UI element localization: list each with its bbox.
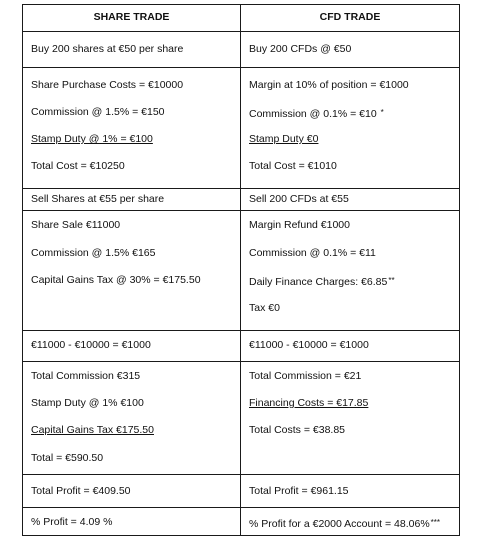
share-total-stamp-duty: Stamp Duty @ 1% €100: [31, 397, 144, 409]
share-percent-cell: [23, 508, 241, 535]
share-total-cgt: Capital Gains Tax €175.50: [31, 424, 154, 436]
cfd-costs-cell: [241, 68, 459, 188]
cfd-sale-cell: [241, 211, 459, 330]
buy-row: [23, 32, 459, 68]
share-sale-commission: Commission @ 1.5% €165: [31, 247, 156, 259]
profit-row: [23, 475, 459, 508]
cfd-margin-refund: Margin Refund €1000: [249, 219, 350, 231]
totals-row: [23, 362, 459, 475]
share-sell-text: Sell Shares at €55 per share: [31, 193, 165, 205]
percent-profit-row: [23, 508, 459, 535]
share-gross-cell: [23, 331, 241, 361]
cfd-stamp-duty: Stamp Duty €0: [249, 133, 319, 145]
cfd-sell-cell: [241, 189, 459, 210]
cfd-financing-costs: Financing Costs = €17.85: [249, 397, 369, 409]
cfd-percent-profit-text: % Profit for a €2000 Account = 48.06%: [249, 518, 430, 530]
share-trade-header: SHARE TRADE: [93, 11, 170, 23]
cfd-buy-text: Buy 200 CFDs @ €50: [249, 43, 352, 55]
cfd-finance-charges: [249, 274, 395, 289]
share-costs-cell: [23, 68, 241, 188]
cfd-trade-header: CFD TRADE: [319, 11, 381, 23]
cfd-total-cost: Total Cost = €1010: [249, 160, 337, 172]
cfd-percent-footnote-mark: ***: [430, 518, 441, 527]
cfd-gross: €11000 - €10000 = €1000: [249, 339, 369, 351]
share-capital-gains-tax: Capital Gains Tax @ 30% = €175.50: [31, 274, 201, 286]
sell-row: [23, 189, 459, 211]
cfd-commission-text: Commission @ 0.1% = €10: [249, 108, 377, 120]
cfd-gross-cell: [241, 331, 459, 361]
sale-row: [23, 211, 459, 331]
cfd-sale-commission: Commission @ 0.1% = €11: [249, 247, 376, 259]
cfd-buy-cell: [241, 32, 459, 67]
costs-row: [23, 68, 459, 189]
share-totals-cell: [23, 362, 241, 474]
share-gross: €11000 - €10000 = €1000: [31, 339, 151, 351]
share-sell-cell: [23, 189, 241, 210]
cfd-trade-header-cell: [241, 5, 459, 31]
share-total-costs: Total = €590.50: [31, 452, 104, 464]
share-trade-header-cell: [23, 5, 241, 31]
share-percent-profit: % Profit = 4.09 %: [31, 516, 113, 528]
cfd-total-costs: Total Costs = €38.85: [249, 424, 346, 436]
header-row: [23, 5, 459, 32]
share-total-profit: Total Profit = €409.50: [31, 485, 131, 497]
share-profit-cell: [23, 475, 241, 507]
cfd-margin: Margin at 10% of position = €1000: [249, 79, 409, 91]
share-total-commission: Total Commission €315: [31, 370, 141, 382]
share-total-cost: Total Cost = €10250: [31, 160, 125, 172]
cfd-sell-text: Sell 200 CFDs at €55: [249, 193, 349, 205]
share-stamp-duty: Stamp Duty @ 1% = €100: [31, 133, 153, 145]
cfd-commission-footnote-mark: *: [380, 108, 384, 117]
trade-comparison-table: [22, 4, 460, 536]
share-buy-text: Buy 200 shares at €50 per share: [31, 43, 184, 55]
cfd-finance-charges-text: Daily Finance Charges: €6.85: [249, 276, 388, 288]
cfd-totals-cell: [241, 362, 459, 474]
share-sale: Share Sale €11000: [31, 219, 121, 231]
gross-row: [23, 331, 459, 362]
cfd-percent-profit: [249, 516, 440, 531]
cfd-total-profit: Total Profit = €961.15: [249, 485, 349, 497]
cfd-profit-cell: [241, 475, 459, 507]
cfd-total-commission: Total Commission = €21: [249, 370, 362, 382]
share-commission: Commission @ 1.5% = €150: [31, 106, 165, 118]
share-buy-cell: [23, 32, 241, 67]
cfd-finance-footnote-mark: **: [388, 276, 395, 285]
cfd-tax: Tax €0: [249, 302, 280, 314]
cfd-percent-cell: [241, 508, 459, 535]
cfd-commission: [249, 106, 384, 121]
share-purchase-cost: Share Purchase Costs = €10000: [31, 79, 184, 91]
share-sale-cell: [23, 211, 241, 330]
